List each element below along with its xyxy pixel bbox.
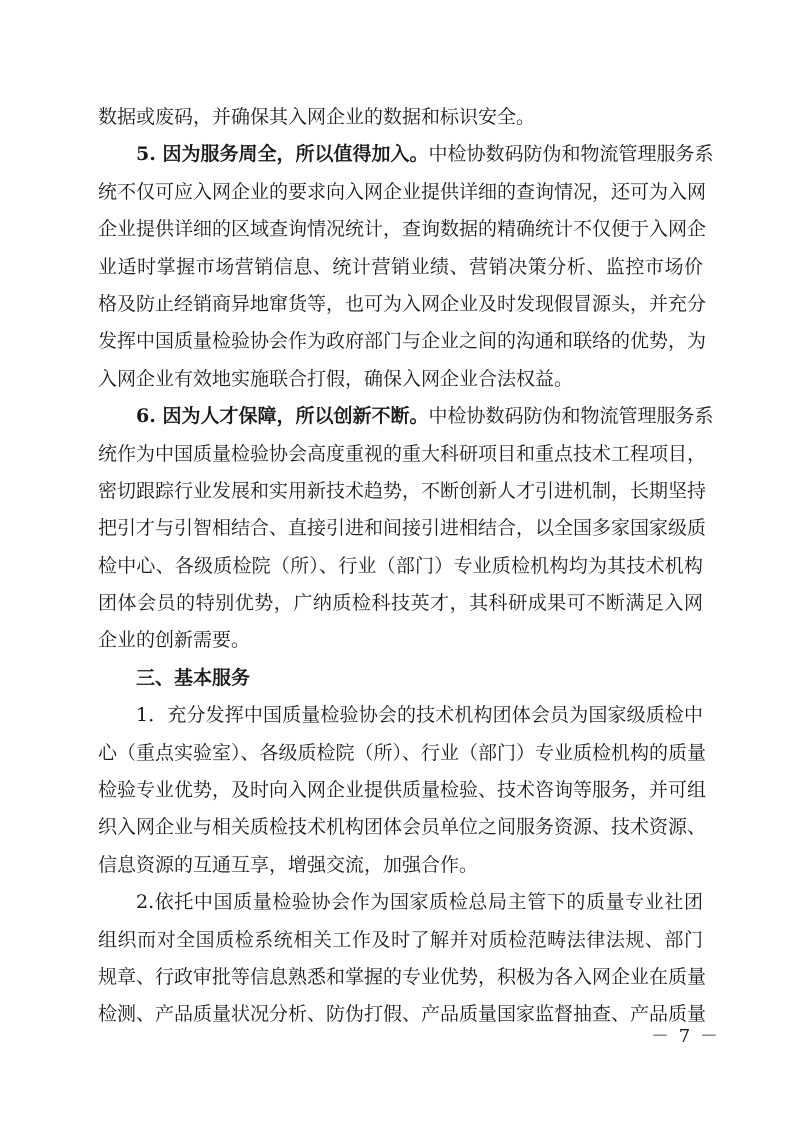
- text-line: 密切跟踪行业发展和实用新技术趋势，不断创新人才引进机制，长期坚持: [98, 479, 707, 502]
- page-number: － 7 －: [651, 1026, 720, 1047]
- text-line: 织入网企业与相关质检技术机构团体会员单位之间服务资源、技术资源、: [98, 816, 707, 839]
- text-line: 企业提供详细的区域查询情况统计，查询数据的精确统计不仅便于入网企: [98, 218, 707, 241]
- paragraph-6-heading: 6. 因为人才保障，所以创新不断。: [136, 405, 429, 428]
- text-line: 团体会员的特别优势，广纳质检科技英才，其科研成果可不断满足入网: [98, 592, 703, 615]
- text-line: 发挥中国质量检验协会作为政府部门与企业之间的沟通和联络的优势，为: [98, 330, 707, 353]
- text-run: 中检协数码防伪和物流管理服务系: [428, 143, 714, 166]
- section-3-heading: 三、基本服务: [136, 666, 251, 689]
- text-line: 检中心、各级质检院（所）、行业（部门）专业质检机构均为其技术机构: [98, 554, 703, 577]
- text-line: 入网企业有效地实施联合打假，确保入网企业合法权益。: [98, 367, 574, 390]
- text-run: 中检协数码防伪和物流管理服务系: [428, 405, 714, 428]
- text-line: 统不仅可应入网企业的要求向入网企业提供详细的查询情况，还可为入网: [98, 180, 707, 203]
- text-line: 格及防止经销商异地窜货等，也可为入网企业及时发现假冒源头，并充分: [98, 292, 707, 315]
- text-line: 心（重点实验室）、各级质检院（所）、行业（部门）专业质检机构的质量: [98, 741, 707, 764]
- text-line: 2.依托中国质量检验协会作为国家质检总局主管下的质量专业社团: [136, 891, 703, 914]
- text-line: 企业的创新需要。: [98, 629, 251, 652]
- text-line: 规章、行政审批等信息熟悉和掌握的专业优势，积极为各入网企业在质量: [98, 965, 707, 988]
- text-line: 检测、产品质量状况分析、防伪打假、产品质量国家监督抽查、产品质量: [98, 1003, 707, 1026]
- paragraph-5-first-line: [98, 136, 714, 173]
- document-body: [98, 99, 714, 1034]
- text-line: 检验专业优势，及时向入网企业提供质量检验、技术咨询等服务，并可组: [98, 779, 707, 802]
- text-line: 组织而对全国质检系统相关工作及时了解并对质检范畴法律法规、部门: [98, 928, 703, 951]
- text-line: 数据或废码，并确保其入网企业的数据和标识安全。: [98, 106, 536, 128]
- paragraph-6-first-line: [98, 398, 714, 435]
- text-line: 业适时掌握市场营销信息、统计营销业绩、营销决策分析、监控市场价: [98, 255, 703, 278]
- text-line: 1．充分发挥中国质量检验协会的技术机构团体会员为国家级质检中: [136, 704, 703, 727]
- text-line: 信息资源的互通互享，增强交流，加强合作。: [98, 853, 479, 876]
- text-line: 把引才与引智相结合、直接引进和间接引进相结合，以全国多家国家级质: [98, 517, 707, 540]
- text-line: 统作为中国质量检验协会高度重视的重大科研项目和重点技术工程项目，: [98, 442, 707, 465]
- paragraph-5-heading: 5. 因为服务周全，所以值得加入。: [136, 143, 429, 166]
